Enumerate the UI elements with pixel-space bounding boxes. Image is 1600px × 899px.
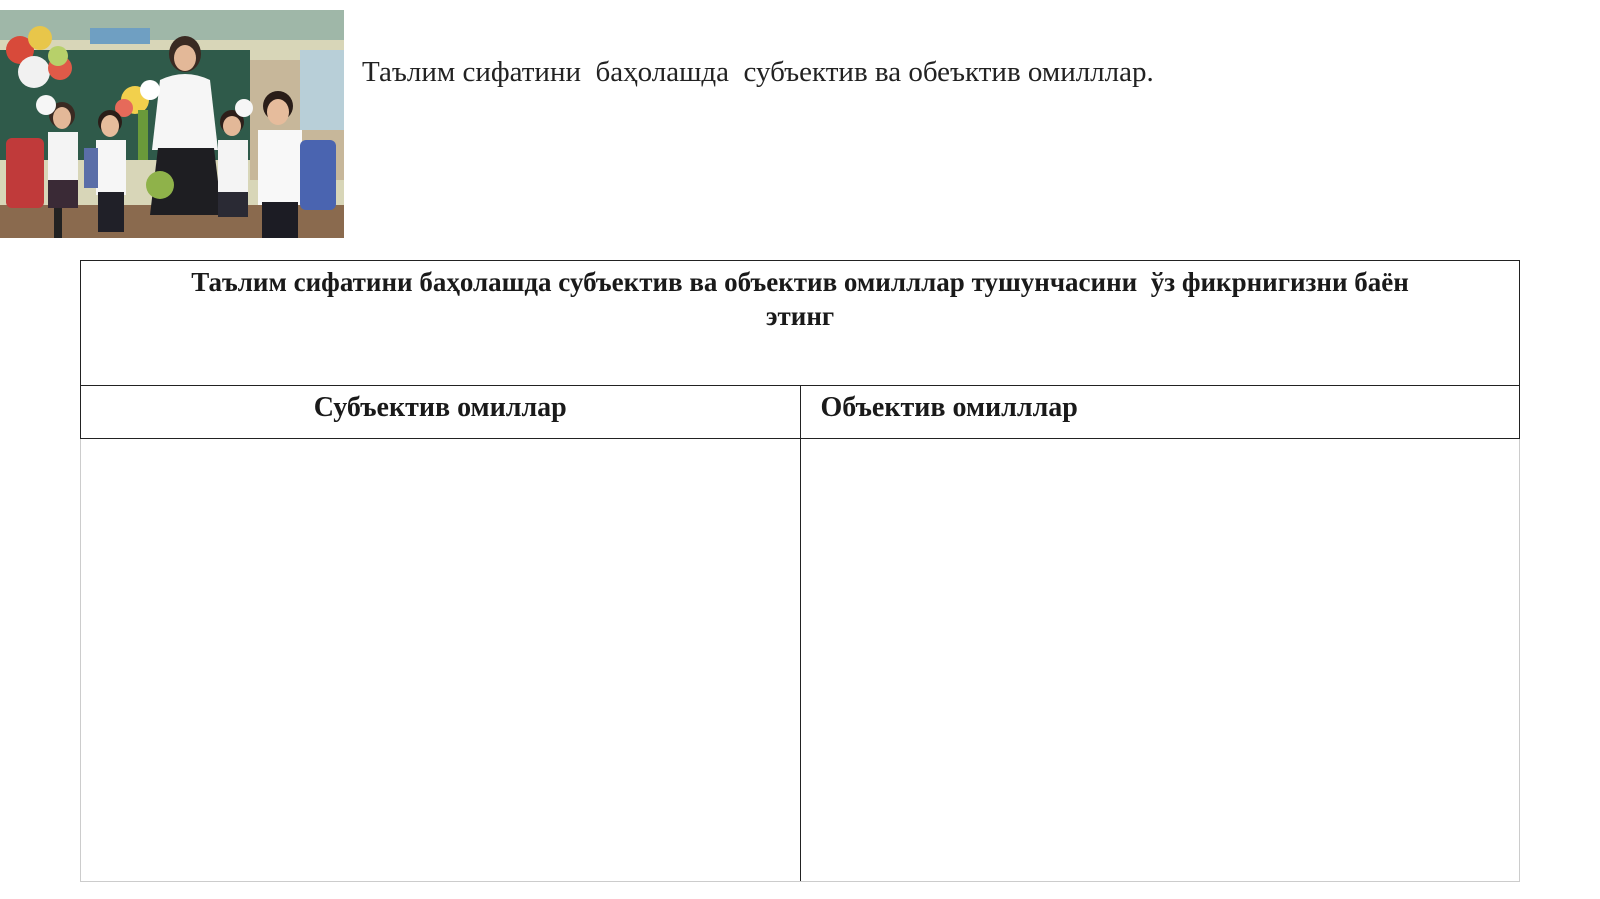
answer-cell-objective[interactable] (800, 439, 1520, 882)
column-header-objective: Объектив омилллар (800, 386, 1520, 439)
answer-cell-subjective[interactable] (81, 439, 801, 882)
task-prompt: Таълим сифатини баҳолашда субъектив ва объектив омилллар тушунчасини ўз фикрнигизни баён этинг (81, 261, 1520, 386)
slide-title: Таълим сифатини баҳолашда субъектив ва обеъктив омилллар. (362, 56, 1154, 88)
column-header-subjective: Субъектив омиллар (81, 386, 801, 439)
task-table (80, 260, 1520, 882)
classroom-photo (0, 10, 344, 238)
